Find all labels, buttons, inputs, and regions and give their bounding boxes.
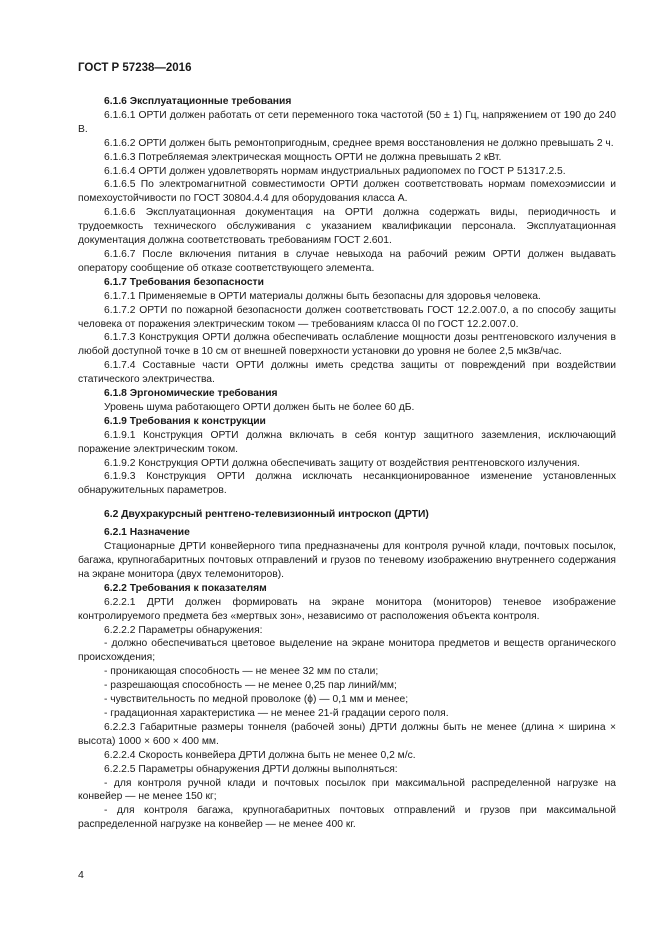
section-heading: 6.1.9 Требования к конструкции [104, 415, 266, 427]
section-heading: 6.2.1 Назначение [104, 527, 190, 539]
document-header: ГОСТ Р 57238—2016 [78, 62, 192, 74]
section-heading: 6.1.8 Эргономические требования [104, 388, 278, 400]
document-body [78, 95, 616, 832]
paragraph: - должно обеспечиваться цветовое выделение на экране монитора предметов и веществ органического происхождения; [78, 638, 616, 664]
section-heading: 6.2.2 Требования к показателям [104, 582, 267, 594]
paragraph: 6.2.2.3 Габаритные размеры тоннеля (рабочей зоны) ДРТИ должны быть не менее (длина × ширина × высота) 1000 × 600 × 400 мм. [78, 721, 616, 747]
paragraph: 6.2.2.5 Параметры обнаружения ДРТИ должны выполняться: [104, 763, 398, 775]
paragraph: 6.2.2.2 Параметры обнаружения: [104, 624, 263, 636]
paragraph: - чувствительность по медной проволоке (ϕ) — 0,1 мм и менее; [104, 694, 409, 706]
paragraph: 6.1.7.4 Составные части ОРТИ должны иметь средства защиты от повреждений при воздействии статического электричества. [78, 360, 616, 386]
paragraph: 6.1.6.7 После включения питания в случае невыхода на рабочий режим ОРТИ должен выдавать оператору сообщение об отказе соответствующего элемента. [78, 248, 616, 274]
paragraph: 6.1.6.3 Потребляемая электрическая мощность ОРТИ не должна превышать 2 кВт. [104, 151, 502, 163]
paragraph: - проникающая способность — не менее 32 мм по стали; [104, 666, 379, 678]
paragraph: 6.1.6.2 ОРТИ должен быть ремонтопригодным, среднее время восстановления не должно превышать 2 ч. [104, 137, 614, 149]
page-number: 4 [78, 869, 84, 881]
paragraph: 6.1.6.6 Эксплуатационная документация на ОРТИ должна содержать виды, периодичность и трудоемкость технического обслуживания с указанием квалификации персонала. Эксплуатационная документация должна соответствовать требованиям ГОСТ 2.601. [78, 207, 616, 247]
paragraph: 6.1.6.1 ОРТИ должен работать от сети переменного тока частотой (50 ± 1) Гц, напряжением от 190 до 240 В. [78, 109, 616, 135]
paragraph: - разрешающая способность — не менее 0,25 пар линий/мм; [104, 680, 397, 692]
paragraph: - для контроля багажа, крупногабаритных почтовых отправлений и грузов при максимальной распределенной нагрузке на конвейер — не менее 400 кг. [78, 805, 616, 831]
paragraph: - градационная характеристика — не менее 21-й градации серого поля. [104, 707, 449, 719]
paragraph: Стационарные ДРТИ конвейерного типа предназначены для контроля ручной клади, почтовых посылок, багажа, крупногабаритных почтовых отправлений и грузов по теневому изображению внутреннего содержания на экране монитора (двух телемониторов). [78, 541, 616, 580]
paragraph: 6.1.7.2 ОРТИ по пожарной безопасности должен соответствовать ГОСТ 12.2.007.0, а по способу защиты человека от поражения электрическим током — требованиям класса 0I по ГОСТ 12.2.007.0. [78, 304, 616, 330]
paragraph: 6.1.7.1 Применяемые в ОРТИ материалы должны быть безопасны для здоровья человека. [104, 290, 541, 302]
paragraph: 6.2.2.4 Скорость конвейера ДРТИ должна быть не менее 0,2 м/с. [104, 749, 416, 761]
section-heading: 6.1.6 Эксплуатационные требования [104, 96, 292, 107]
section-heading: 6.2 Двухракурсный рентгено-телевизионный интроскоп (ДРТИ) [104, 509, 429, 521]
paragraph: 6.1.9.2 Конструкция ОРТИ должна обеспечивать защиту от воздействия рентгеновского излучения. [104, 457, 580, 469]
paragraph: 6.1.6.4 ОРТИ должен удовлетворять нормам индустриальных радиопомех по ГОСТ Р 51317.2.5. [104, 165, 566, 177]
section-heading: 6.1.7 Требования безопасности [104, 276, 264, 288]
paragraph: 6.1.9.3 Конструкция ОРТИ должна исключать несанкционированное изменение установленных обнаружительных параметров. [78, 471, 616, 497]
paragraph: - для контроля ручной клади и почтовых посылок при максимальной распределенной нагрузке на конвейер — не менее 150 кг; [78, 777, 616, 803]
paragraph: 6.1.7.3 Конструкция ОРТИ должна обеспечивать ослабление мощности дозы рентгеновского излучения в любой доступной точке в 10 см от внешней поверхности установки до уровня не более 2,5 мкЗв/час. [78, 332, 616, 358]
paragraph: 6.1.6.5 По электромагнитной совместимости ОРТИ должен соответствовать нормам помехоэмиссии и помехоустойчивости по ГОСТ 30804.4.4 для оборудования класса А. [78, 179, 616, 205]
paragraph: 6.2.2.1 ДРТИ должен формировать на экране монитора (мониторов) теневое изображение контролируемого предмета без «мертвых зон», независимо от расположения объекта контроля. [78, 596, 616, 622]
paragraph: 6.1.9.1 Конструкция ОРТИ должна включать в себя контур защитного заземления, исключающий поражение электрическим током. [78, 429, 616, 455]
paragraph: Уровень шума работающего ОРТИ должен быть не более 60 дБ. [104, 401, 415, 413]
